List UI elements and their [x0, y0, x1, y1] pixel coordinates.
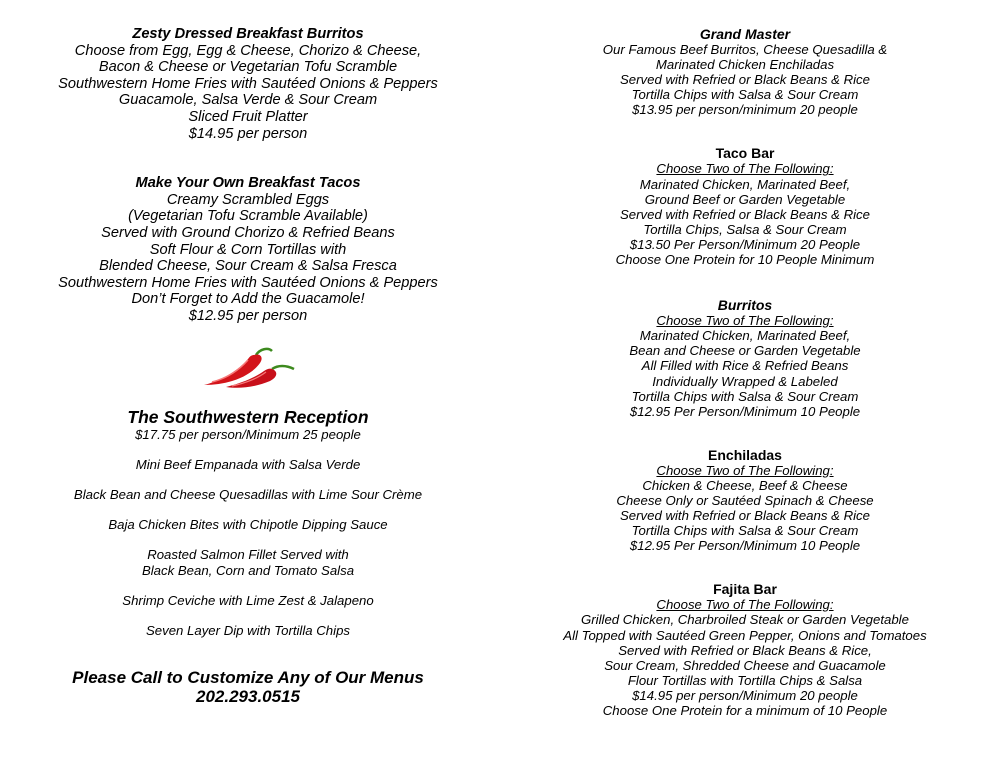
- red-chili-peppers-icon: [198, 345, 298, 393]
- menu-line: All Topped with Sautéed Green Pepper, Onions and Tomatoes: [563, 627, 927, 643]
- menu-line: Seven Layer Dip with Tortilla Chips: [145, 622, 350, 638]
- choose-heading: Choose Two of The Following:: [656, 597, 834, 613]
- enchiladas-section: [525, 447, 965, 554]
- menu-line: Baja Chicken Bites with Chipotle Dipping Sauce: [108, 517, 388, 533]
- menu-line: Grilled Chicken, Charbroiled Steak or Garden Vegetable: [581, 612, 909, 628]
- phone-number: 202.293.0515: [196, 687, 300, 707]
- menu-line: Black Bean and Cheese Quesadillas with Lime Sour Crème: [73, 486, 423, 502]
- menu-line: Served with Refried or Black Beans & Rice: [620, 508, 870, 524]
- menu-line: Blended Cheese, Sour Cream & Salsa Fresca: [99, 258, 397, 275]
- menu-line: Chicken & Cheese, Beef & Cheese: [642, 477, 848, 493]
- menu-line: Sour Cream, Shredded Cheese and Guacamole: [604, 657, 886, 673]
- menu-line: Creamy Scrambled Eggs: [166, 191, 330, 208]
- price-line: $12.95 Per Person/Minimum 10 People: [629, 403, 861, 419]
- menu-line: Black Bean, Corn and Tomato Salsa: [141, 562, 355, 578]
- menu-line: All Filled with Rice & Refried Beans: [641, 358, 849, 374]
- price-line: $17.75 per person/Minimum 25 people: [135, 426, 361, 442]
- menu-line: Bacon & Cheese or Vegetarian Tofu Scramble: [98, 59, 398, 76]
- price-line: $12.95 Per Person/Minimum 10 People: [629, 538, 861, 554]
- menu-line: Marinated Chicken, Marinated Beef,: [639, 176, 851, 192]
- customize-call-text: Please Call to Customize Any of Our Menus: [72, 668, 424, 688]
- menu-line: Guacamole, Salsa Verde & Sour Cream: [118, 92, 378, 109]
- menu-line: Tortilla Chips, Salsa & Sour Cream: [643, 221, 847, 237]
- choose-heading: Choose Two of The Following:: [656, 462, 834, 478]
- menu-line: Choose One Protein for 10 People Minimum: [615, 252, 875, 268]
- price-line: $14.95 per person: [188, 125, 308, 142]
- menu-line: Individually Wrapped & Labeled: [652, 373, 838, 389]
- menu-line: Cheese Only or Sautéed Spinach & Cheese: [616, 492, 874, 508]
- menu-line: Soft Flour & Corn Tortillas with: [149, 241, 347, 258]
- menu-line: Southwestern Home Fries with Sautéed Onions & Peppers: [58, 75, 438, 92]
- menu-line: Flour Tortillas with Tortilla Chips & Salsa: [627, 672, 863, 688]
- menu-line: Sliced Fruit Platter: [188, 108, 308, 125]
- choose-heading: Choose Two of The Following:: [656, 161, 834, 177]
- menu-line: Our Famous Beef Burritos, Cheese Quesadilla &: [602, 42, 888, 57]
- section-title: Zesty Dressed Breakfast Burritos: [132, 26, 364, 42]
- section-title: Make Your Own Breakfast Tacos: [135, 175, 361, 192]
- section-title: Fajita Bar: [713, 581, 777, 598]
- price-line: $14.95 per person/Minimum 20 people: [632, 687, 858, 703]
- menu-line: Don’t Forget to Add the Guacamole!: [131, 291, 365, 308]
- taco-bar-section: [525, 145, 965, 267]
- menu-line: Tortilla Chips with Salsa & Sour Cream: [631, 388, 859, 404]
- menu-line: Marinated Chicken, Marinated Beef,: [639, 328, 851, 344]
- grand-master-section: [525, 26, 965, 117]
- price-line: $13.50 Per Person/Minimum 20 People: [629, 236, 861, 252]
- burritos-section: [525, 297, 965, 419]
- menu-line: Bean and Cheese or Garden Vegetable: [629, 343, 861, 359]
- section-title: The Southwestern Reception: [127, 406, 369, 427]
- menu-line: Served with Refried or Black Beans & Rice,: [618, 642, 872, 658]
- menu-line: (Vegetarian Tofu Scramble Available): [128, 208, 368, 225]
- section-title: Taco Bar: [715, 145, 775, 162]
- breakfast-burritos-section: [28, 26, 468, 142]
- menu-line: Served with Refried or Black Beans & Rice: [620, 206, 870, 222]
- section-title: Grand Master: [699, 26, 791, 42]
- menu-line: Choose from Egg, Egg & Cheese, Chorizo & Cheese,: [74, 42, 422, 59]
- section-title: Enchiladas: [708, 446, 782, 463]
- menu-line: Tortilla Chips with Salsa & Sour Cream: [631, 523, 859, 539]
- menu-line: Served with Ground Chorizo & Refried Beans: [101, 224, 395, 241]
- breakfast-tacos-section: [28, 175, 468, 324]
- menu-line: Roasted Salmon Fillet Served with: [147, 547, 349, 563]
- menu-line: Mini Beef Empanada with Salsa Verde: [135, 456, 361, 472]
- menu-line: Southwestern Home Fries with Sautéed Onions & Peppers: [58, 274, 438, 291]
- left-column: [28, 26, 468, 706]
- menu-line: Tortilla Chips with Salsa & Sour Cream: [631, 87, 859, 103]
- price-line: $13.95 per person/minimum 20 people: [632, 102, 858, 118]
- price-line: $12.95 per person: [188, 307, 308, 324]
- menu-line: Choose One Protein for a minimum of 10 People: [602, 703, 888, 718]
- menu-line: Marinated Chicken Enchiladas: [655, 57, 835, 73]
- menu-line: Served with Refried or Black Beans & Rice: [620, 72, 870, 88]
- fajita-bar-section: [525, 581, 965, 718]
- section-title: Burritos: [717, 297, 773, 314]
- menu-line: Ground Beef or Garden Vegetable: [644, 191, 846, 207]
- right-column: [525, 26, 965, 718]
- choose-heading: Choose Two of The Following:: [656, 313, 834, 329]
- menu-line: Shrimp Ceviche with Lime Zest & Jalapeno: [122, 592, 374, 608]
- contact-section: [28, 668, 468, 706]
- southwestern-reception-section: [28, 407, 468, 639]
